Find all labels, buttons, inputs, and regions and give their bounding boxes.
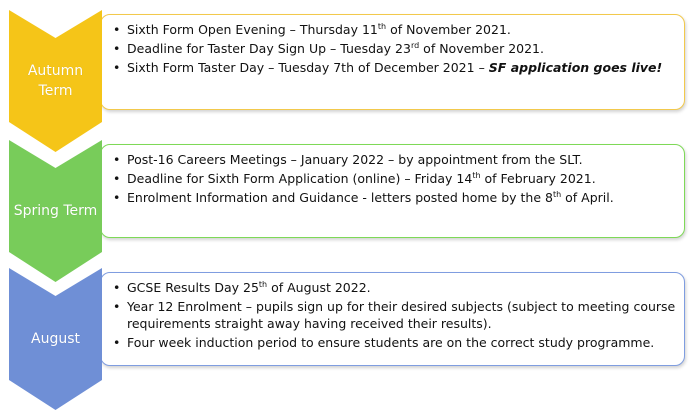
section-label: August	[31, 331, 80, 347]
bullet-list	[113, 151, 676, 206]
section-details-box	[100, 272, 685, 366]
item-text: th	[472, 170, 481, 180]
item-text: Year 12 Enrolment – pupils sign up for their desired subjects (subject to meeting course requirements straight away having received their results).	[127, 299, 676, 331]
bullet-icon: •	[113, 22, 121, 37]
list-item	[113, 334, 676, 351]
bullet-icon: •	[113, 299, 121, 314]
item-text: rd	[410, 40, 420, 50]
item-text: Four week induction period to ensure students are on the correct study programme.	[127, 335, 655, 350]
section-chevron	[9, 268, 102, 410]
list-item	[113, 59, 676, 76]
item-text: Sixth Form Open Evening – Thursday 11	[127, 22, 378, 37]
bullet-icon: •	[113, 171, 121, 186]
list-item	[113, 298, 676, 332]
item-text: GCSE Results Day 25	[127, 280, 259, 295]
item-text: of November 2021.	[386, 22, 511, 37]
item-text: Post-16 Careers Meetings – January 2022 – by appointment from the SLT.	[127, 152, 583, 167]
bullet-list	[113, 279, 676, 351]
item-text: Sixth Form Taster Day – Tuesday 7th of December 2021 –	[127, 60, 489, 75]
section-chevron	[9, 10, 102, 152]
item-text: of August 2022.	[267, 280, 371, 295]
item-text: Deadline for Sixth Form Application (online) – Friday 14	[127, 171, 473, 186]
section-3	[0, 268, 700, 410]
list-item	[113, 279, 676, 296]
item-text: of November 2021.	[419, 41, 544, 56]
section-details-box	[100, 14, 685, 110]
section-details-box	[100, 144, 685, 238]
item-text: of February 2021.	[480, 171, 596, 186]
bullet-icon: •	[113, 335, 121, 350]
section-label: Autumn Term	[27, 63, 84, 99]
bullet-icon: •	[113, 280, 121, 295]
item-text: th	[377, 21, 387, 31]
section-2	[0, 140, 700, 282]
section-label: Spring Term	[13, 203, 98, 219]
bullet-icon: •	[113, 190, 121, 205]
item-text: SF application goes live!	[488, 60, 663, 75]
section-1	[0, 10, 700, 152]
list-item	[113, 151, 676, 168]
bullet-icon: •	[113, 41, 121, 56]
section-chevron	[9, 140, 102, 282]
list-item	[113, 21, 676, 38]
bullet-icon: •	[113, 152, 121, 167]
list-item	[113, 40, 676, 57]
item-text: th	[552, 189, 562, 199]
bullet-list	[113, 21, 676, 76]
item-text: th	[258, 279, 268, 289]
bullet-icon: •	[113, 60, 121, 75]
list-item	[113, 189, 676, 206]
item-text: of April.	[561, 190, 614, 205]
list-item	[113, 170, 676, 187]
item-text: Deadline for Taster Day Sign Up – Tuesday 23	[127, 41, 411, 56]
item-text: Enrolment Information and Guidance - letters posted home by the 8	[127, 190, 553, 205]
